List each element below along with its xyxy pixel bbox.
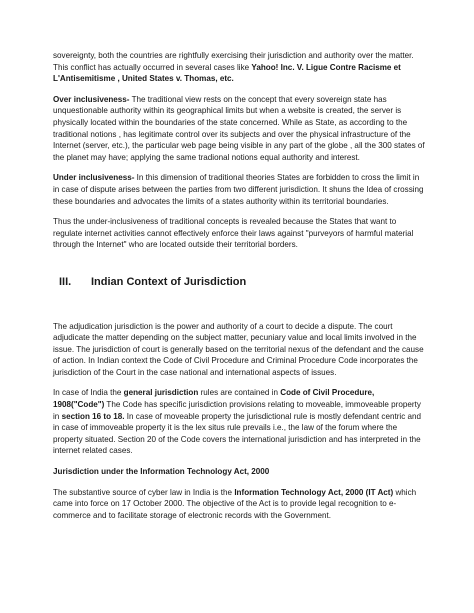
section-title: Indian Context of Jurisdiction — [91, 275, 247, 288]
text: which came into force on 17 October 2000. The objective of the Act is to provide legal recognition to e- commerce and to facilitate storage of electronic records with the Government. — [53, 487, 417, 520]
text: The traditional view rests on the concept that every sovereign state has unquestionable authority within its geographical limits but when a website is created, the server is physically located within the boundaries of the state concerned. While as State, as according to the traditional notions , has legitimate control over its subjects and over the physical infrastructure of the Internet (server, etc.), the particular web page being visible in any part of the globe , all the 300 states of the planet may have; applying the same tradional notions equal authority and interest. — [53, 94, 425, 162]
section-number: III. — [59, 275, 72, 288]
text: The substantive source of cyber law in India is the — [53, 487, 235, 497]
text: sovereignty, both the countries are rightfully exercising their jurisdiction and authority over the matter. This conflict has actually occurred in several cases like — [53, 51, 414, 72]
term-over-inclusiveness: Over inclusiveness- — [53, 94, 130, 104]
text: Thus the under-inclusiveness of traditional concepts is revealed because the States that want to regulate internet activities cannot effectively enforce their laws against "purveyors of harmful material through the Internet" who are located outside their territorial borders. — [53, 217, 414, 250]
case-names: Yahoo! Inc. V. Ligue Contre Racisme et L'Antisemitisme , United States v. Thomas, etc. — [53, 62, 401, 84]
paragraph-adjudication — [53, 321, 425, 379]
text: The adjudication jurisdiction is the power and authority of a court to decide a dispute. The court adjudicate the matter depending on the subject matter, pecuniary value and local limits involved in the issue. The jurisdiction of court is generally based on the territorial nexus of the defendant and the cause of action. In Indian context the Code of Civil Procedure and Criminal Procedure Code incorporates the jurisdiction of the Court in the case national and international aspects of issues. — [53, 321, 424, 377]
paragraph-sovereignty — [53, 50, 425, 85]
term-general-jurisdiction: general jurisdiction — [123, 388, 199, 398]
term-under-inclusiveness: Under inclusiveness- — [53, 173, 135, 183]
paragraph-india-general-jurisdiction — [53, 387, 425, 457]
paragraph-over-inclusiveness — [53, 94, 425, 164]
text: In case of moveable property the jurisdictional rule is mostly defendant centric and in case of immoveable property it is the lex situs rule prevails i.e., the law of the forum where the property situated. Section 20 of the Code covers the international jurisdiction and has interpreted in the internet related cases. — [53, 411, 422, 456]
text: In this dimension of traditional theories States are forbidden to cross the limit in in case of dispute arises between the parties from two different jurisdiction. It shuns the Idea of crossing these boundaries and advocates the limits of a states authority within its territorial boundaries. — [53, 173, 424, 206]
subheading-it-act: Jurisdiction under the Information Technology Act, 2000 — [53, 467, 270, 477]
paragraph-under-inclusiveness — [53, 172, 425, 207]
paragraph-it-act — [53, 487, 425, 522]
paragraph-thus — [53, 216, 425, 251]
term-sections: section 16 to 18. — [61, 411, 125, 421]
text: In case of India the — [53, 388, 124, 398]
document-page — [53, 50, 425, 530]
text: The Code has specific jurisdiction provisions relating to moveable, immoveable property in — [53, 400, 421, 421]
text: rules are contained in — [198, 388, 281, 398]
section-heading — [53, 277, 425, 289]
term-code-of-civil-procedure: Code of Civil Procedure, 1908("Code") — [53, 388, 375, 410]
term-it-act: Information Technology Act, 2000 (IT Act) — [234, 487, 394, 497]
